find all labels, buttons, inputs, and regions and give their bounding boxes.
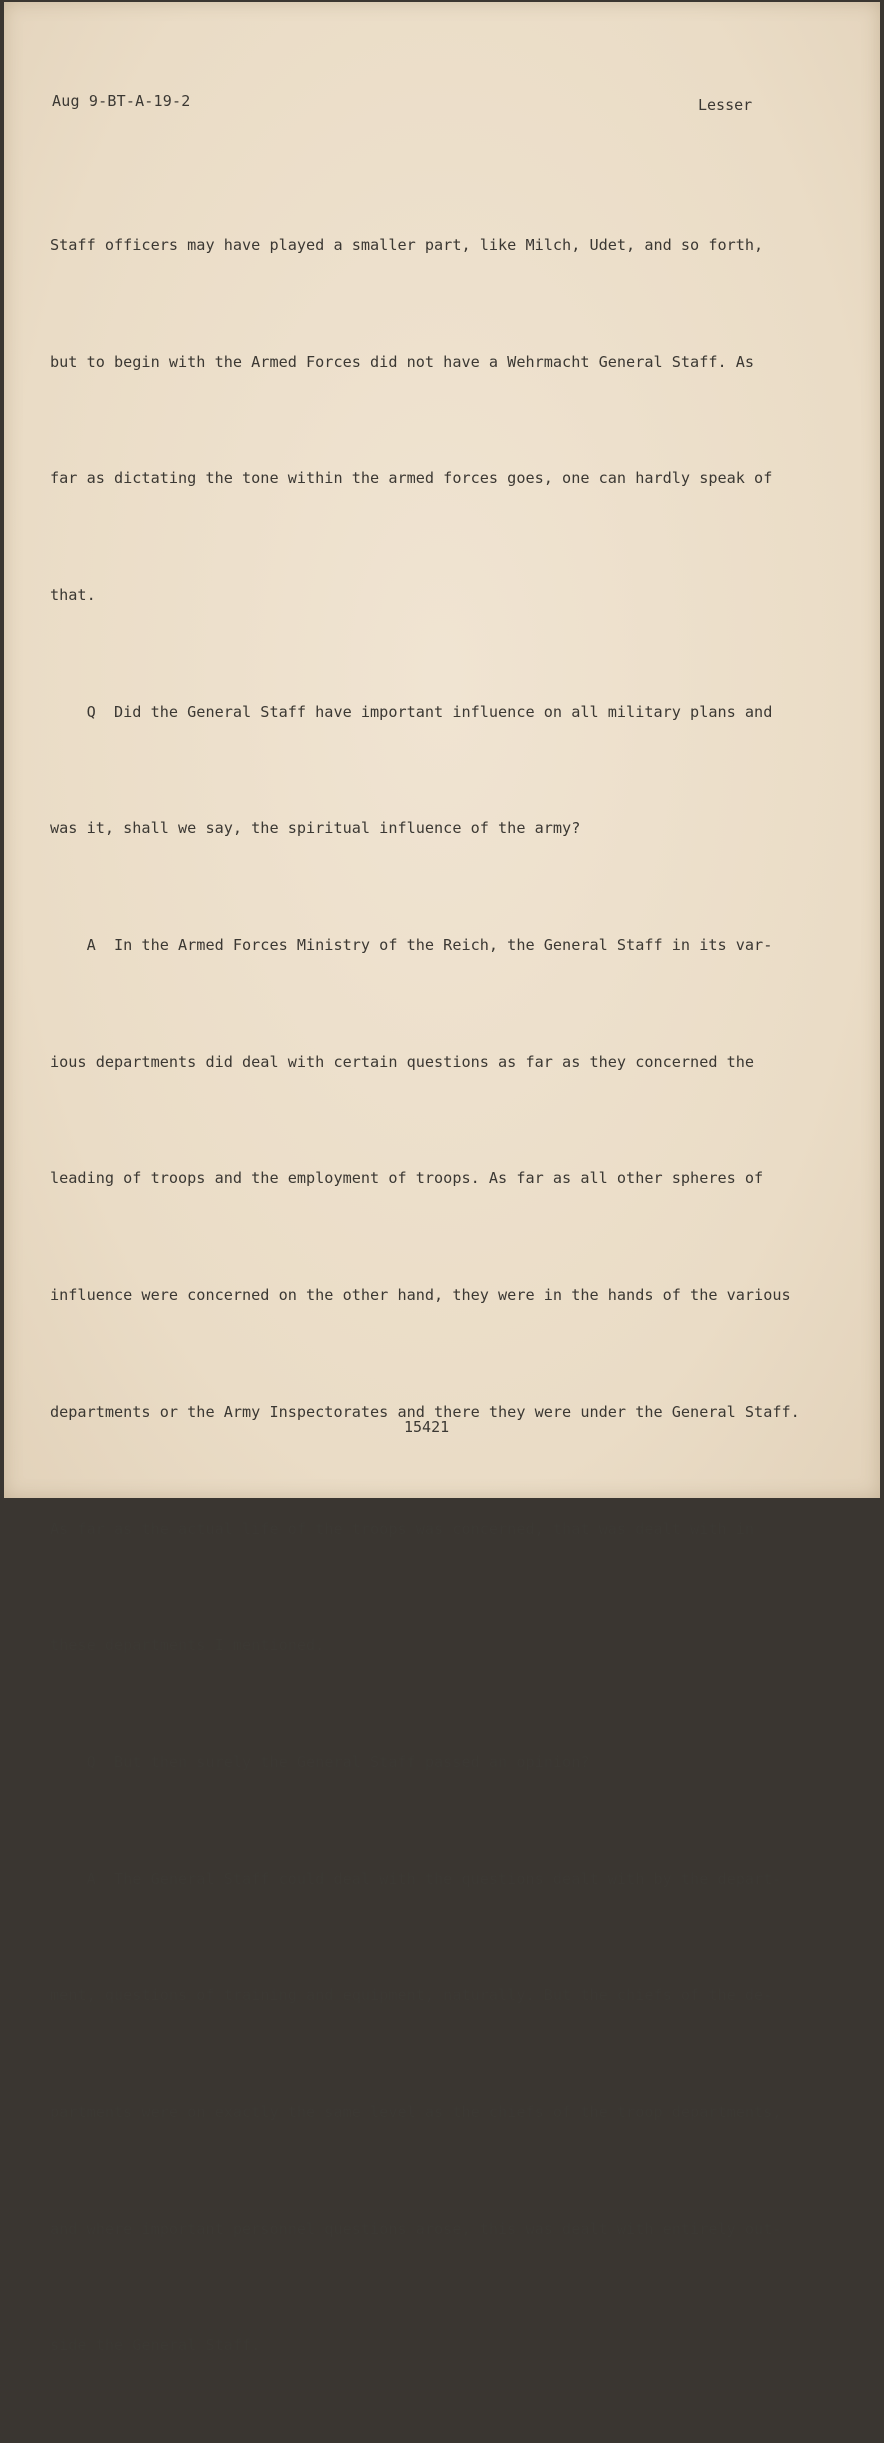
transcript-line: partments were on exactly the same level as the chiefs of the troop departments,	[50, 2103, 782, 2122]
transcript-line: departments or the Army Inspectorates and there they were under the General Staff.	[50, 1402, 800, 1421]
transcript-line: A The General Staff could deal with the questions dealt with by the depart-	[50, 1869, 782, 1888]
transcript-line: ment, questions of training and equipment, naturally. But the chiefs of the de-	[50, 1986, 773, 2005]
transcript-line: far as dictating the tone within the armed forces goes, one can hardly speak of	[50, 469, 773, 488]
transcript-line: Q Did the General Staff have important influence on all military plans and	[50, 702, 773, 721]
transcript-line: side the General Staff.	[50, 2336, 261, 2355]
transcript-line: these departments I mentioned.	[50, 1636, 325, 1655]
transcript-line: and where important personnel questions arose, this was dealt with entirely out-	[50, 2219, 782, 2238]
transcript-line: ious departments did deal with certain questions as far as they concerned the	[50, 1052, 755, 1071]
transcript-line: As far as the actual life of the troops was concerned, that was dealt with in	[50, 1519, 755, 1538]
document-reference: Aug 9-BT-A-19-2	[52, 92, 191, 110]
page-number: 15421	[404, 1418, 450, 1436]
transcript-line: influence were concerned on the other hand, they were in the hands of the various	[50, 1286, 791, 1305]
transcript-line: was it, shall we say, the spiritual influence of the army?	[50, 819, 581, 838]
transcript-line: A In the Armed Forces Ministry of the Reich, the General Staff in its var-	[50, 936, 773, 955]
witness-name: Lesser	[698, 96, 753, 114]
transcript-line: Q But then surely the General Staff passed an opinion?	[50, 1752, 590, 1771]
transcript-body	[50, 148, 840, 2443]
transcript-line: leading of troops and the employment of troops. As far as all other spheres of	[50, 1169, 764, 1188]
document-page	[4, 2, 880, 2355]
transcript-line: that.	[50, 585, 96, 604]
transcript-line: but to begin with the Armed Forces did not have a Wehrmacht General Staff. As	[50, 352, 755, 371]
transcript-line: Staff officers may have played a smaller part, like Milch, Udet, and so forth,	[50, 235, 764, 254]
